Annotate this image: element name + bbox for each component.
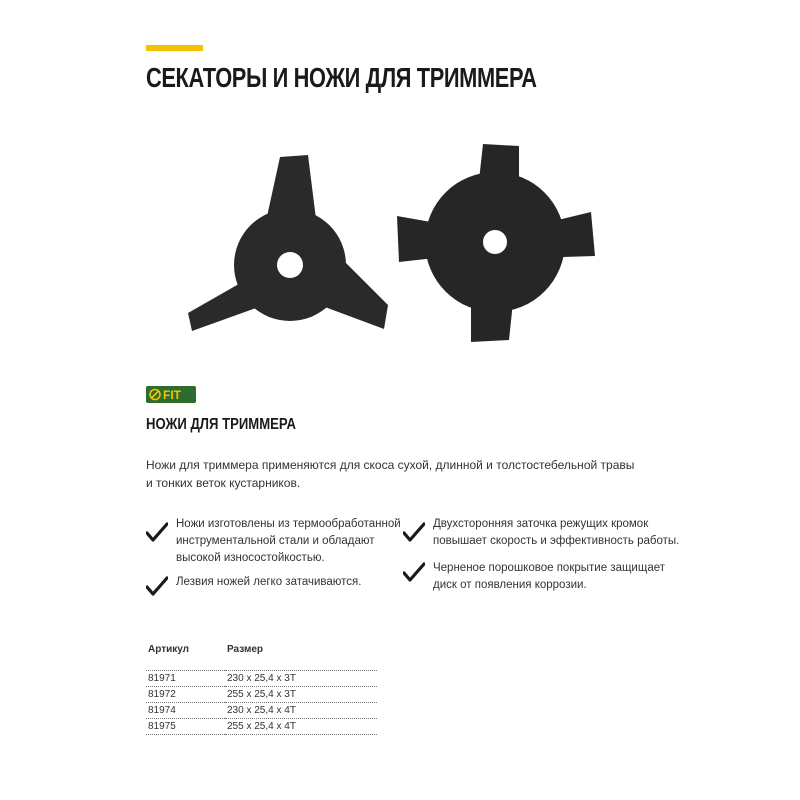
article-cell: 81975 [146,719,225,735]
feature-text [176,574,361,591]
table-row [146,703,377,719]
fit-brand-logo [146,386,196,403]
feature-item [146,574,361,596]
table-row [146,719,377,735]
article-cell: 81971 [146,671,225,687]
feature-line: Черненое порошковое покрытие защищает [433,562,665,574]
column-header-size: Размер [225,644,377,671]
table-row [146,671,377,687]
feature-item [403,560,665,594]
feature-text [176,516,401,567]
feature-line: инструментальной стали и обладают [176,535,375,547]
intro-line-2: и тонких веток кустарников. [146,476,301,490]
feature-line: повышает скорость и эффективность работы. [433,535,680,547]
logo-text: FIT [163,388,181,402]
spec-table [146,644,377,735]
checkmark-icon [403,562,425,582]
size-cell: 255 x 25,4 x 4T [225,719,377,735]
title-accent-bar [146,45,203,51]
three-blade-knife-image [188,155,388,345]
feature-line: диск от появления коррозии. [433,579,587,591]
table-row [146,687,377,703]
feature-text [433,516,679,550]
column-header-article: Артикул [146,644,225,671]
feature-line: высокой износостойкостью. [176,552,325,564]
feature-text [433,560,665,594]
feature-line: Лезвия ножей легко затачиваются. [176,576,362,588]
feature-item [403,516,679,550]
size-cell: 230 x 25,4 x 4T [225,703,377,719]
article-cell: 81972 [146,687,225,703]
feature-line: Двухсторонняя заточка режущих кромок [433,518,649,530]
size-cell: 230 x 25,4 x 3T [225,671,377,687]
article-cell: 81974 [146,703,225,719]
page-title: СЕКАТОРЫ И НОЖИ ДЛЯ ТРИММЕРА [146,62,537,93]
size-cell: 255 x 25,4 x 3T [225,687,377,703]
four-blade-knife-image [395,142,595,342]
checkmark-icon [146,576,168,596]
intro-line-1: Ножи для триммера применяются для скоса сухой, длинной и толстостебельной травы [146,458,635,472]
checkmark-icon [146,522,168,542]
section-title: НОЖИ ДЛЯ ТРИММЕРА [146,416,296,433]
checkmark-icon [403,522,425,542]
feature-line: Ножи изготовлены из термообработанной [176,518,401,530]
intro-text [146,456,635,492]
feature-item [146,516,401,567]
table-header-row [146,644,377,671]
